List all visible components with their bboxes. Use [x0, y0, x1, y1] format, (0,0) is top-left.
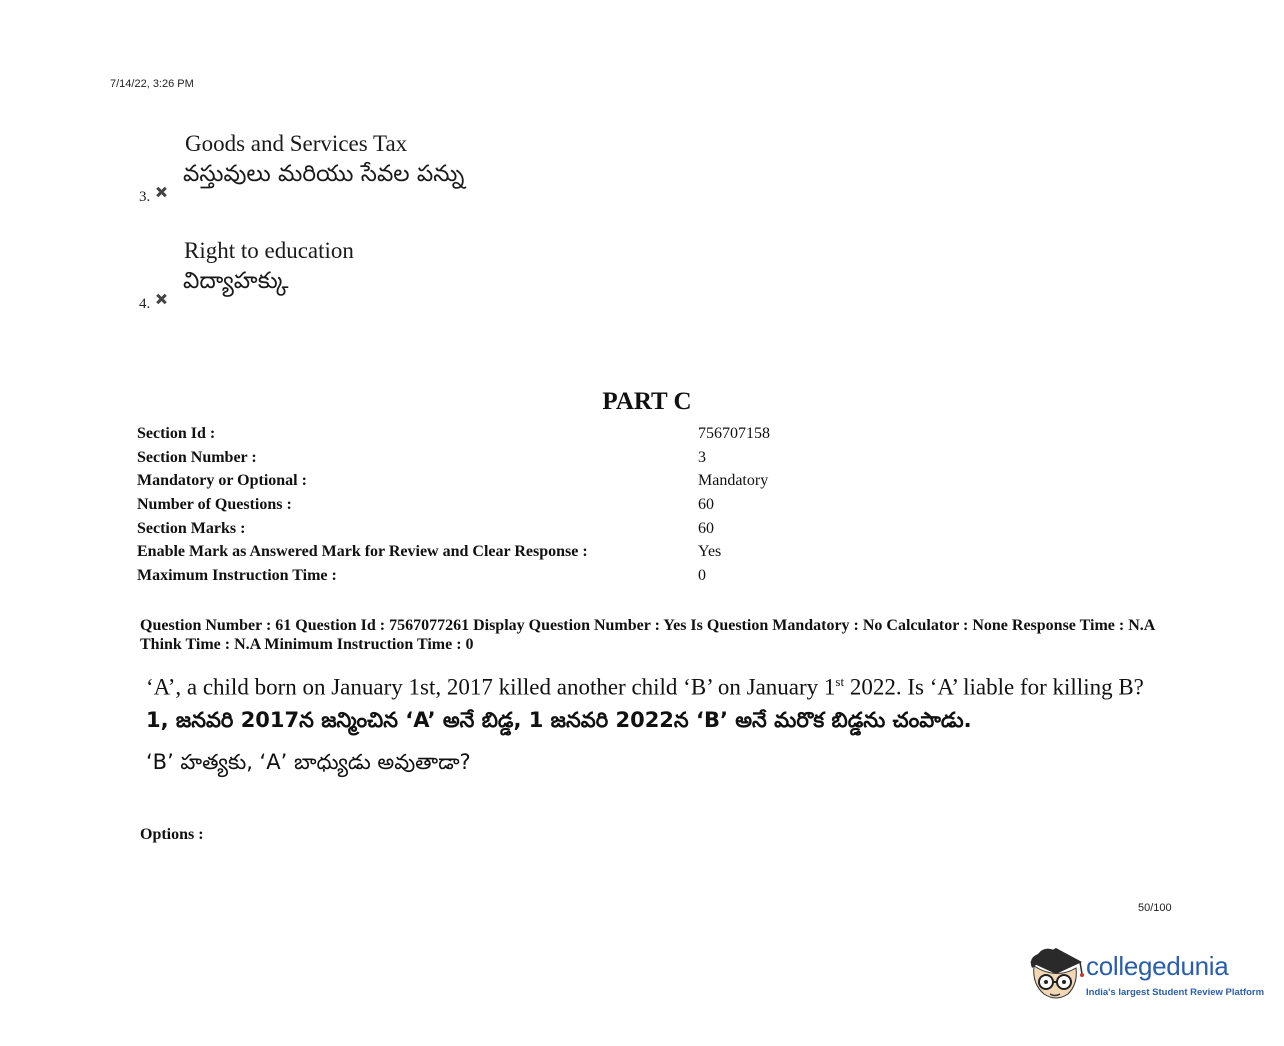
option-4-marker: [139, 296, 166, 313]
section-value: 3: [698, 448, 706, 466]
section-value: Yes: [698, 543, 722, 561]
section-label: Maximum Instruction Time :: [137, 566, 337, 584]
question-english: [146, 668, 1156, 702]
cross-icon: [156, 294, 166, 304]
section-value: 756707158: [698, 424, 770, 442]
section-label: Number of Questions :: [137, 495, 292, 513]
question-english-superscript: st: [835, 674, 845, 689]
section-value: 0: [698, 566, 706, 584]
question-telugu-line2: ‘B’ హత్యకు, ‘A’ బాధ్యుడు అవుతాడా?: [146, 749, 471, 774]
section-label: Section Marks :: [137, 519, 246, 537]
question-english-part2: 2022. Is ‘A’ liable for killing B?: [844, 674, 1144, 700]
question-english-part1: ‘A’, a child born on January 1st, 2017 killed another child ‘B’ on January 1: [146, 674, 836, 700]
section-label: Section Id :: [137, 424, 216, 442]
section-row: [137, 493, 770, 517]
option-3-marker: [139, 189, 166, 206]
section-label: Section Number :: [137, 448, 257, 466]
section-row: [137, 422, 770, 446]
section-value: 60: [698, 519, 714, 537]
section-info-table: [137, 422, 770, 588]
question-telugu-line1: 1, జనవరి 2017న జన్మించిన ‘A’ అనే బిడ్డ, 1 జనవరి 2022న ‘B’ అనే మరొక బిడ్డను చంపాడు.: [146, 707, 972, 732]
option-3-telugu: వస్తువులు మరియు సేవల పన్ను: [183, 161, 465, 187]
section-row: [137, 446, 770, 470]
page-number: 50/100: [1138, 902, 1172, 914]
section-value: Mandatory: [698, 472, 769, 490]
option-4-number: 4.: [139, 296, 151, 312]
brand-name: collegedunia: [1086, 951, 1229, 981]
section-value: 60: [698, 495, 714, 513]
cross-icon: [156, 187, 166, 197]
question-header: Question Number : 61 Question Id : 7567077261 Display Question Number : Yes Is Question Mandatory : No Calculator : None Response Time : N.A Think Time : N.A Minimum Instruction Time : 0: [140, 617, 1155, 653]
section-label: Enable Mark as Answered Mark for Review and Clear Response :: [137, 543, 588, 561]
section-label: Mandatory or Optional :: [137, 472, 307, 490]
section-row: [137, 564, 770, 588]
options-label: Options :: [140, 826, 204, 843]
part-title: PART C: [602, 388, 692, 415]
option-4-telugu: విద్యాహక్కు: [183, 268, 289, 294]
option-3-english: Goods and Services Tax: [185, 131, 408, 156]
option-3-number: 3.: [139, 189, 151, 205]
brand-tagline: India's largest Student Review Platform: [1086, 987, 1265, 998]
print-timestamp: 7/14/22, 3:26 PM: [110, 78, 194, 90]
section-row: [137, 517, 770, 541]
option-4-english: Right to education: [184, 238, 354, 263]
section-row: [137, 540, 770, 564]
mascot-logo-icon: [1024, 940, 1086, 1010]
section-row: [137, 469, 770, 493]
question-text: [146, 668, 1156, 776]
